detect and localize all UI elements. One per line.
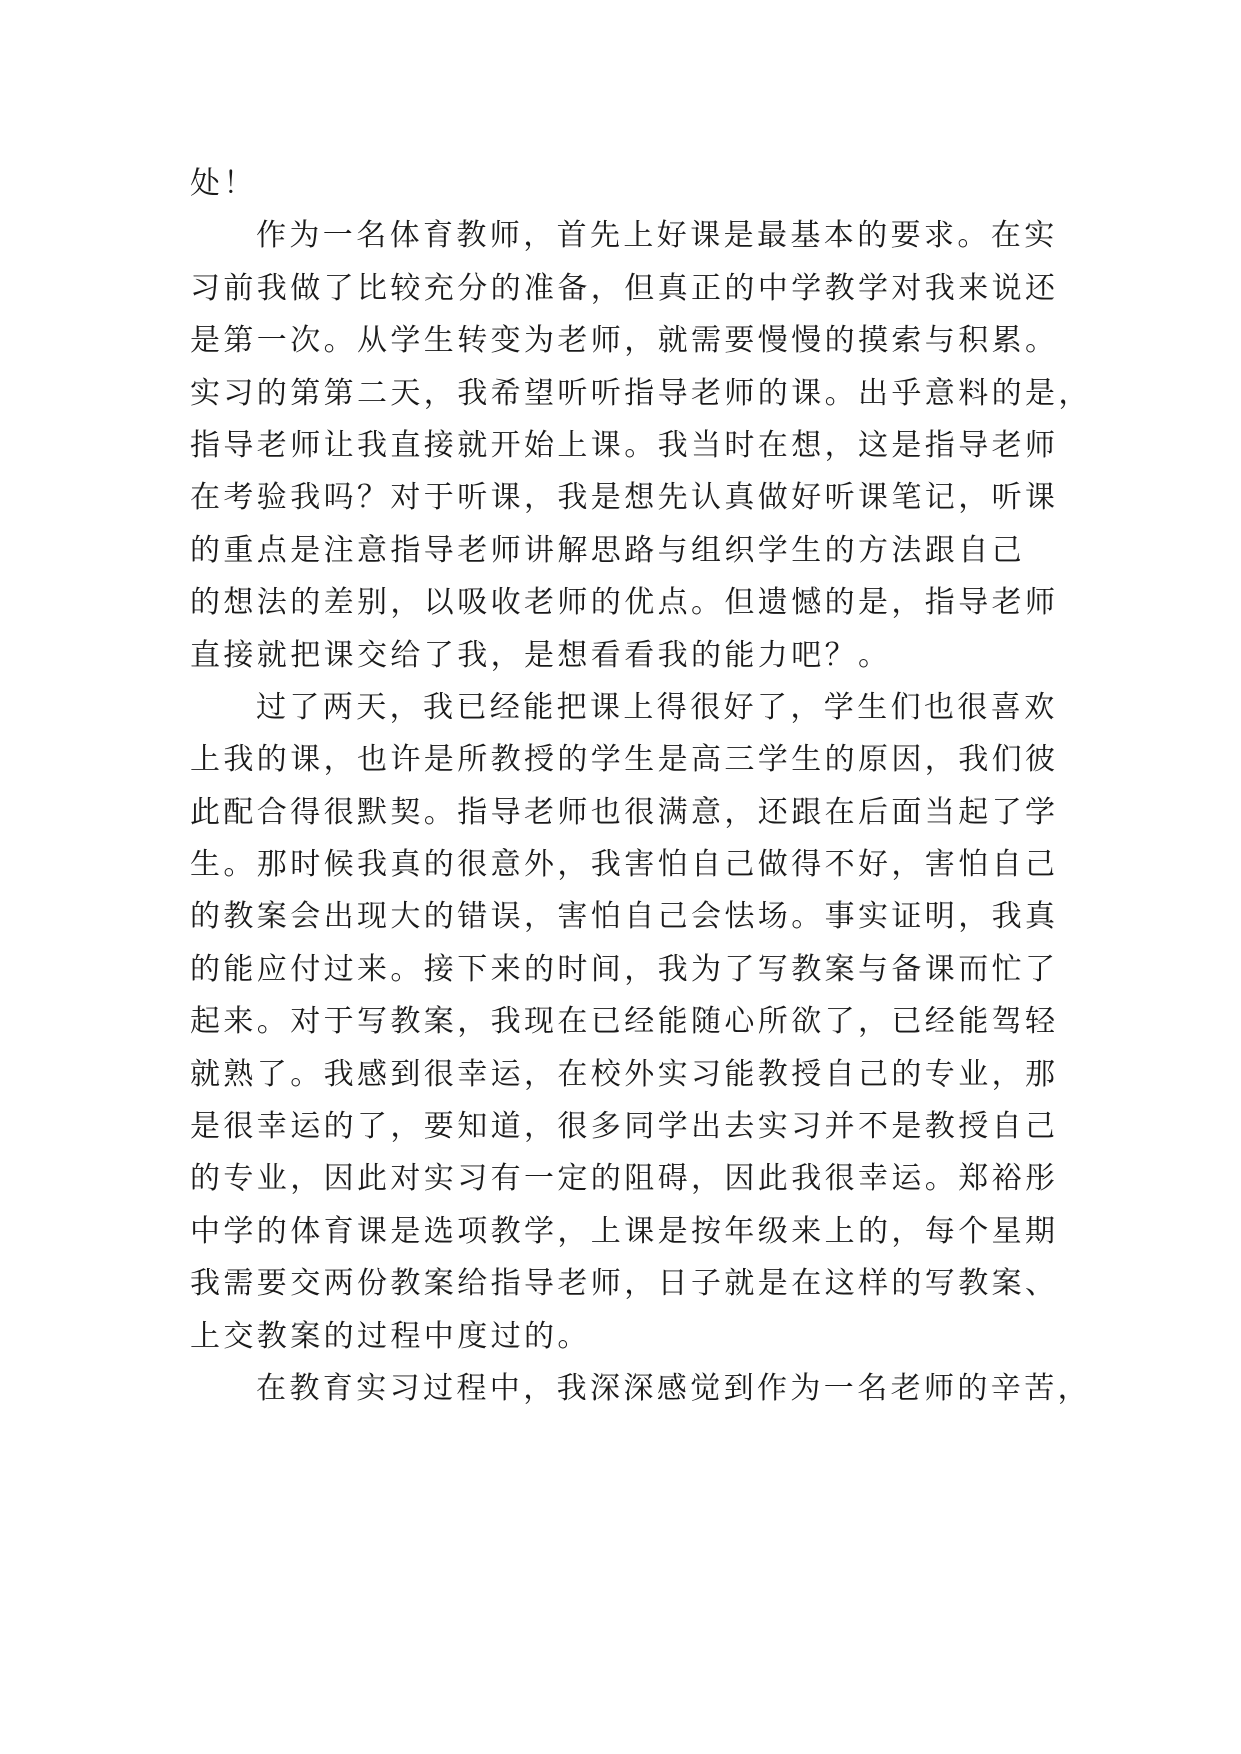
paragraph-first-line: 在教育实习过程中，我深深感觉到作为一名老师的辛苦， <box>256 1370 1091 1406</box>
text-line: 的重点是注意指导老师讲解思路与组织学生的方法跟自己 <box>190 532 1025 568</box>
text-line: 实习的第第二天，我希望听听指导老师的课。出乎意料的是， <box>190 375 1092 411</box>
text-line: 此配合得很默契。指导老师也很满意，还跟在后面当起了学 <box>190 794 1059 830</box>
text-line: 上交教案的过程中度过的。 <box>190 1318 591 1354</box>
text-line: 在考验我吗？对于听课，我是想先认真做好听课笔记，听课 <box>190 480 1059 516</box>
text-line: 的教案会出现大的错误，害怕自己会怯场。事实证明，我真 <box>190 899 1059 935</box>
text-line: 起来。对于写教案，我现在已经能随心所欲了，已经能驾轻 <box>190 1004 1059 1040</box>
text-line: 习前我做了比较充分的准备，但真正的中学教学对我来说还 <box>190 270 1059 306</box>
text-line: 的能应付过来。接下来的时间，我为了写教案与备课而忙了 <box>190 951 1059 987</box>
paragraph-first-line: 过了两天，我已经能把课上得很好了，学生们也很喜欢 <box>256 689 1058 725</box>
text-line: 我需要交两份教案给指导老师，日子就是在这样的写教案、 <box>190 1266 1059 1302</box>
text-line: 中学的体育课是选项教学，上课是按年级来上的，每个星期 <box>190 1213 1059 1249</box>
text-line: 直接就把课交给了我，是想看看我的能力吧？。 <box>190 637 892 673</box>
text-line: 就熟了。我感到很幸运，在校外实习能教授自己的专业，那 <box>190 1056 1059 1092</box>
document-body <box>190 158 1092 1415</box>
paragraph-first-line: 作为一名体育教师，首先上好课是最基本的要求。在实 <box>256 218 1058 254</box>
text-line: 上我的课，也许是所教授的学生是高三学生的原因，我们彼 <box>190 742 1059 778</box>
text-line: 的想法的差别，以吸收老师的优点。但遗憾的是，指导老师 <box>190 585 1059 621</box>
text-line: 的专业，因此对实习有一定的阻碍，因此我很幸运。郑裕彤 <box>190 1161 1059 1197</box>
text-line: 生。那时候我真的很意外，我害怕自己做得不好，害怕自己 <box>190 847 1059 883</box>
text-line: 是第一次。从学生转变为老师，就需要慢慢的摸索与积累。 <box>190 323 1059 359</box>
text-line: 处！ <box>190 166 257 201</box>
text-line: 是很幸运的了，要知道，很多同学出去实习并不是教授自己 <box>190 1109 1059 1145</box>
text-line: 指导老师让我直接就开始上课。我当时在想，这是指导老师 <box>190 427 1059 463</box>
